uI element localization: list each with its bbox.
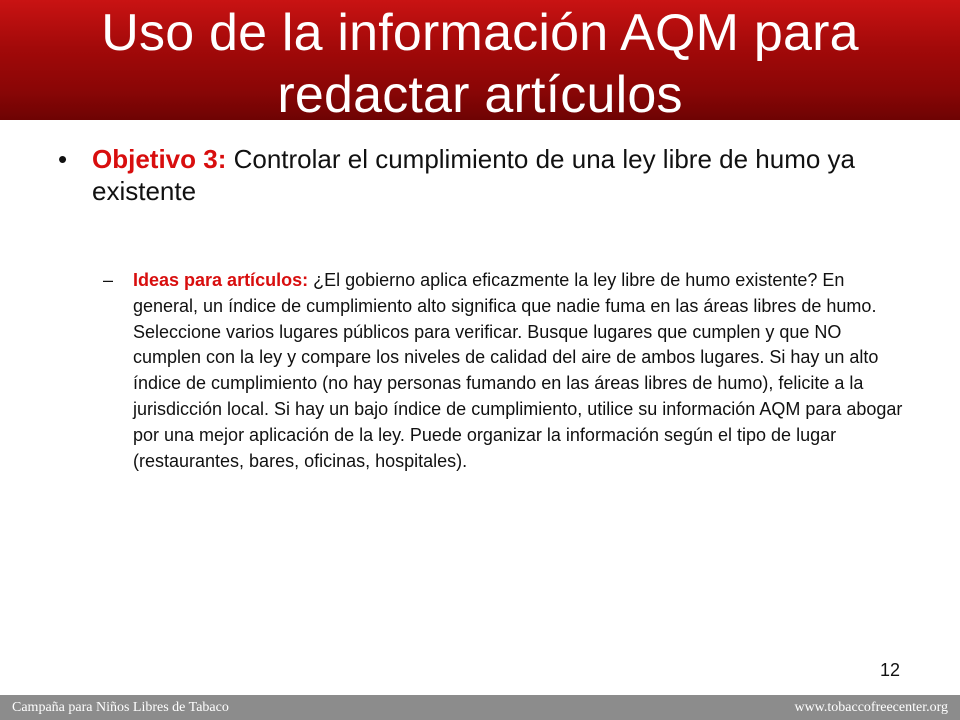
bullet-item xyxy=(58,143,858,207)
footer-organization: Campaña para Niños Libres de Tabaco xyxy=(12,700,229,715)
page-number: 12 xyxy=(879,660,900,680)
title-banner xyxy=(0,0,960,124)
dash-glyph: – xyxy=(103,270,114,290)
sub-bullet-text: ¿El gobierno aplica eficazmente la ley libre de humo existente? En general, un índice de cumplimiento alto significa que nadie fuma en las áreas libres de humo. Seleccione varios lugares públicos para verificar. Busque lugares que cumplen y que NO cumplen con la ley y compare los niveles de calidad del aire de ambos lugares. Si hay un alto índice de cumplimiento (no hay personas fumando en las áreas libres de humo), felicite a la jurisdicción local. Si hay un bajo índice de cumplimiento, utilice su información AQM para abogar por una mejor aplicación de la ley. Puede organizar la información según el tipo de lugar (restaurantes, bares, oficinas, hospitales). xyxy=(133,270,903,471)
slide-title xyxy=(0,2,960,126)
footer-bar xyxy=(0,695,960,720)
bullet-glyph: • xyxy=(58,144,68,174)
bullet-label: Objetivo 3: xyxy=(92,144,227,174)
slide-content xyxy=(58,143,858,207)
footer-website: www.tobaccofreecenter.org xyxy=(794,700,948,715)
slide-title-line-2: redactar artículos xyxy=(277,66,683,124)
sub-bullet-item xyxy=(103,268,903,474)
sub-bullet-label: Ideas para artículos: xyxy=(133,270,309,290)
bullet-text: Controlar el cumplimiento de una ley libre de humo ya existente xyxy=(92,144,856,206)
sub-bullet-body xyxy=(103,268,903,474)
slide-title-line-1: Uso de la información AQM para xyxy=(101,4,859,62)
